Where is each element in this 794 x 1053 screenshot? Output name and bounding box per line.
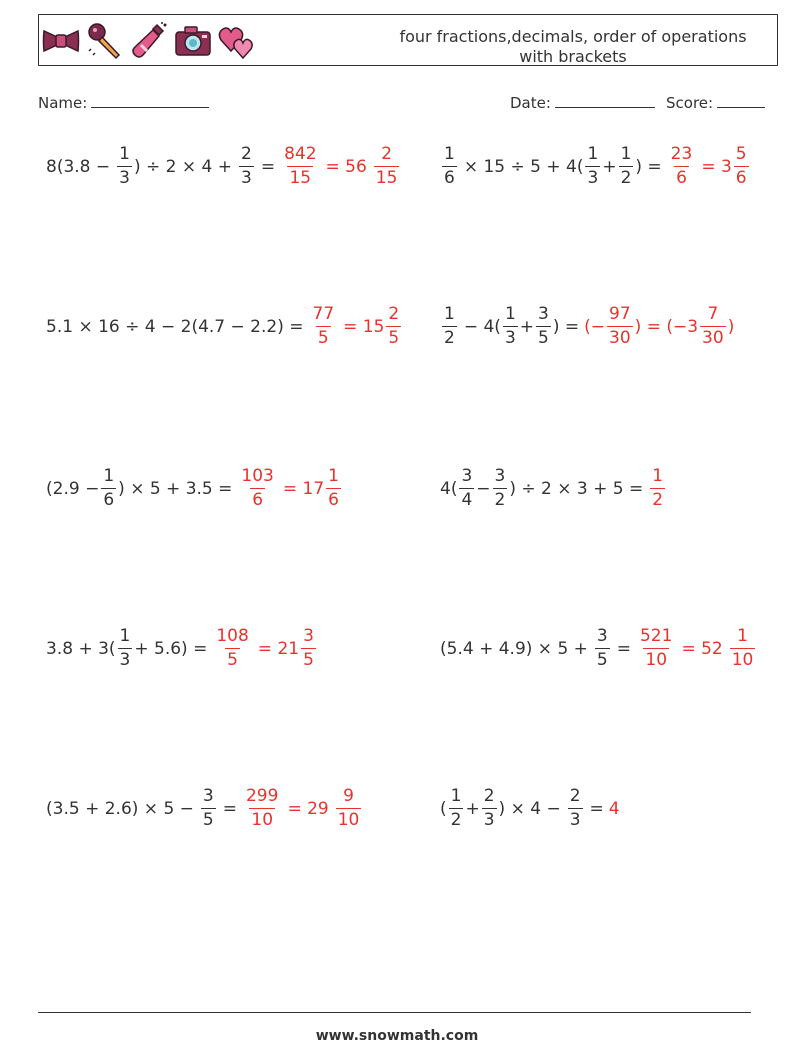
- expr-text: (3.5 + 2.6) × 5 −: [46, 798, 194, 819]
- answer: (− $\frac{97}{30}$ ) = (−3 $\frac{7}{30}$ ): [584, 304, 735, 348]
- expr-text: +: [465, 798, 480, 819]
- fraction: $\frac{1}{3}$: [504, 304, 516, 348]
- title-line-2: with brackets: [519, 47, 627, 66]
- worksheet-title: [383, 27, 763, 67]
- fraction: $\frac{2}{3}$: [483, 786, 495, 830]
- expr-text: ) × 4 −: [498, 798, 561, 819]
- fraction: $\frac{3}{4}$: [461, 466, 473, 510]
- fraction: $\frac{1}{6}$: [444, 144, 455, 188]
- footer-url[interactable]: www.snowmath.com: [315, 1028, 479, 1044]
- name-label: Name:: [38, 94, 88, 112]
- problem-7: [46, 628, 318, 669]
- expr-text: =: [260, 156, 276, 177]
- answer: $\frac{23}{6}$ = 3 $\frac{5}{6}$: [670, 144, 747, 188]
- expr-text: ) ÷ 2 × 4 +: [133, 156, 232, 177]
- expr-text: ) =: [552, 316, 580, 337]
- fraction: $\frac{2}{3}$: [240, 144, 252, 188]
- problem-5: [46, 468, 343, 509]
- fraction: $\frac{1}{2}$: [620, 144, 632, 188]
- expr-text: (: [440, 798, 447, 819]
- expr-text: 4(: [440, 478, 458, 499]
- camera-icon: [173, 21, 213, 61]
- answer: $\frac{108}{5}$ = 21 $\frac{3}{5}$: [216, 626, 314, 670]
- problem-9: [46, 788, 363, 829]
- title-line-1: four fractions,decimals, order of operations: [399, 27, 747, 46]
- expr-text: × 15 ÷ 5 + 4(: [463, 156, 584, 177]
- name-blank[interactable]: [91, 93, 209, 108]
- expr-text: (5.4 + 4.9) × 5 +: [440, 638, 588, 659]
- footer-divider: [38, 1012, 751, 1013]
- expr-text: 5.1 × 16 ÷ 4 − 2(4.7 − 2.2) =: [46, 316, 304, 337]
- score-label: Score:: [666, 94, 714, 112]
- fraction: $\frac{1}{2}$: [450, 786, 462, 830]
- answer: $\frac{521}{10}$ = 52 $\frac{1}{10}$: [639, 626, 754, 670]
- expr-text: − 4(: [463, 316, 501, 337]
- problem-10: [440, 788, 620, 829]
- answer: 4: [608, 798, 620, 819]
- expr-text: −: [476, 478, 491, 499]
- score-field[interactable]: [666, 93, 765, 112]
- problem-8: [440, 628, 757, 669]
- header-icons: [41, 21, 257, 61]
- fraction: $\frac{2}{3}$: [569, 786, 581, 830]
- expr-text: +: [519, 316, 535, 337]
- expr-text: =: [616, 638, 631, 659]
- fraction: $\frac{1}{3}$: [119, 144, 130, 188]
- answer: $\frac{103}{6}$ = 17 $\frac{1}{6}$: [241, 466, 339, 510]
- problem-2: [440, 146, 751, 187]
- problem-3: [46, 306, 403, 347]
- fraction: $\frac{3}{5}$: [202, 786, 214, 830]
- expr-text: ) × 5 + 3.5 =: [118, 478, 233, 499]
- bow-tie-icon: [41, 21, 81, 61]
- expr-text: ) ÷ 2 × 3 + 5 =: [509, 478, 644, 499]
- date-field[interactable]: [510, 93, 655, 112]
- date-label: Date:: [510, 94, 551, 112]
- problem-6: [440, 468, 667, 509]
- microphone-icon: [85, 21, 125, 61]
- fraction: $\frac{1}{2}$: [444, 304, 455, 348]
- champagne-bottle-icon: [129, 21, 169, 61]
- hearts-icon: [217, 21, 257, 61]
- fraction: $\frac{3}{5}$: [538, 304, 549, 348]
- expr-text: +: [602, 156, 617, 177]
- expr-text: + 5.6) =: [134, 638, 208, 659]
- expr-text: =: [589, 798, 604, 819]
- problem-4: [440, 306, 734, 347]
- name-field[interactable]: [38, 93, 209, 112]
- expr-text: 8(3.8 −: [46, 156, 111, 177]
- fraction: $\frac{1}{3}$: [587, 144, 599, 188]
- problem-1: [46, 146, 401, 187]
- fraction: $\frac{3}{2}$: [494, 466, 506, 510]
- expr-text: 3.8 + 3(: [46, 638, 116, 659]
- fraction: $\frac{1}{6}$: [103, 466, 115, 510]
- worksheet-header: [38, 14, 778, 66]
- fraction: $\frac{1}{3}$: [119, 626, 131, 670]
- expr-text: =: [222, 798, 237, 819]
- answer: $\frac{842}{15}$ = 56 $\frac{2}{15}$: [284, 144, 398, 188]
- answer: $\frac{77}{5}$ = 15 $\frac{2}{5}$: [312, 304, 400, 348]
- score-blank[interactable]: [717, 93, 765, 108]
- expr-text: (2.9 −: [46, 478, 100, 499]
- answer: $\frac{299}{10}$ = 29 $\frac{9}{10}$: [245, 786, 360, 830]
- expr-text: ) =: [635, 156, 662, 177]
- answer: $\frac{1}{2}$: [652, 466, 664, 510]
- date-blank[interactable]: [555, 93, 655, 108]
- fraction: $\frac{3}{5}$: [596, 626, 608, 670]
